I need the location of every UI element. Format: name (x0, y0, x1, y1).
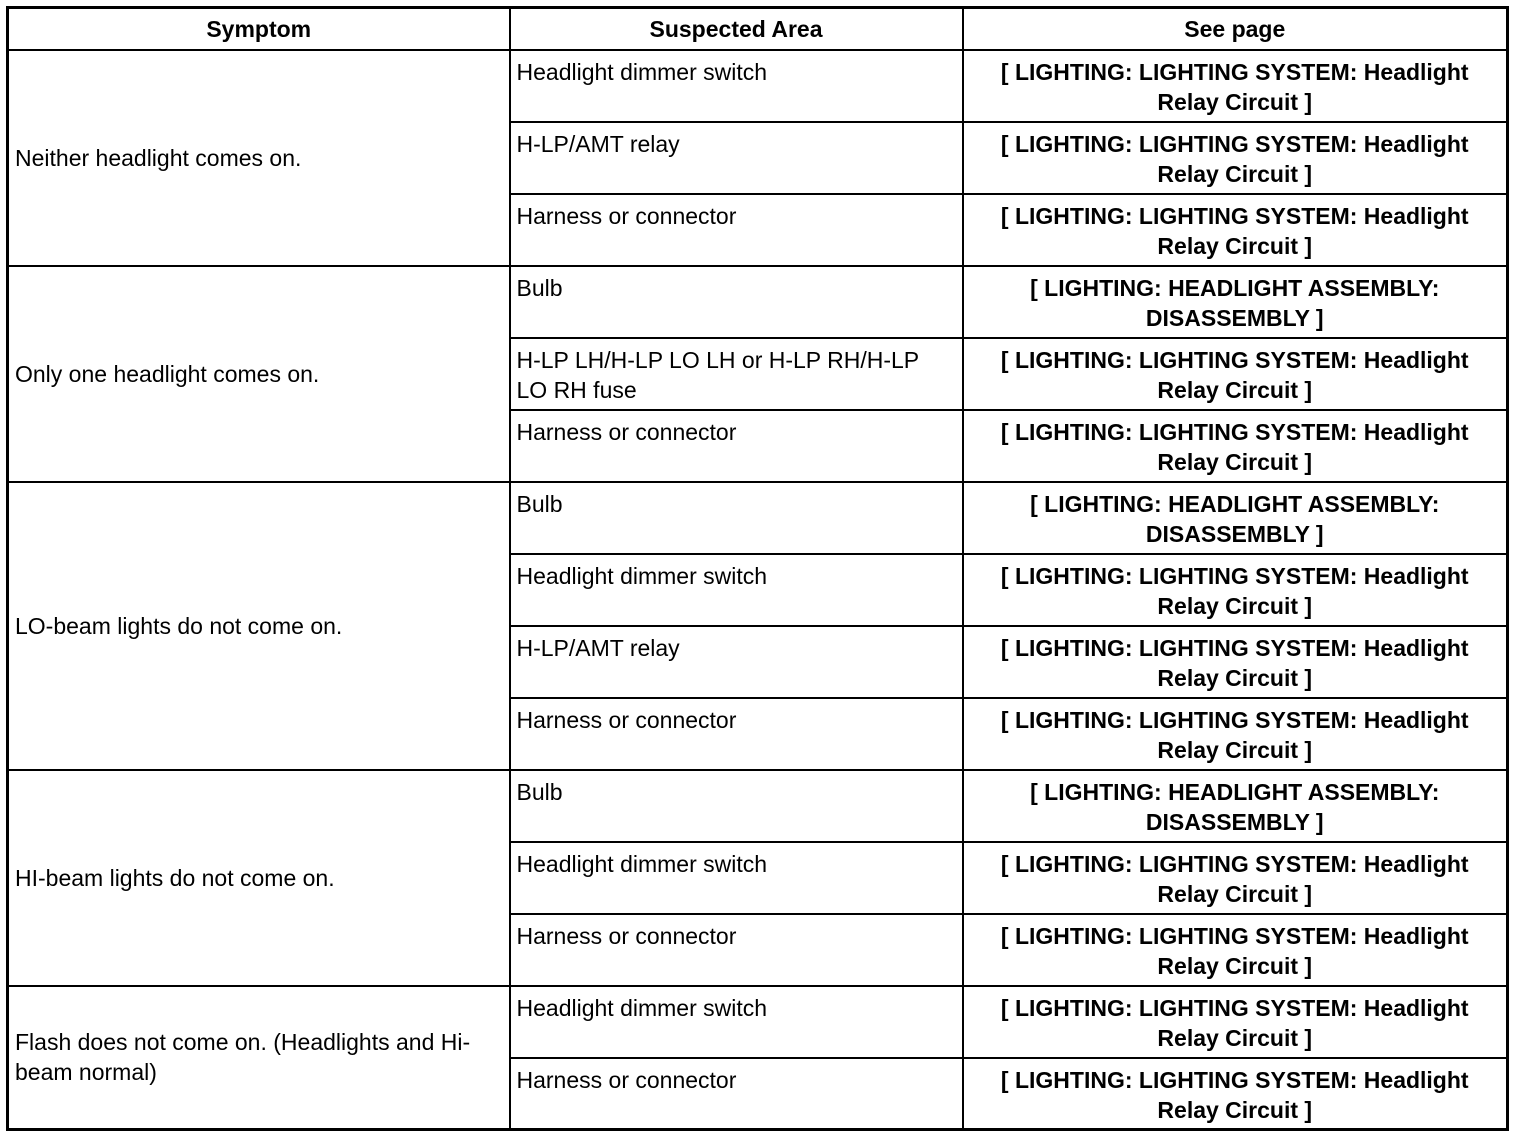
troubleshooting-sheet (6, 6, 1506, 1131)
symptom-cell: Flash does not come on. (Headlights and Hi-beam normal) (8, 986, 510, 1130)
see-page-reference[interactable]: [ LIGHTING: LIGHTING SYSTEM: Headlight Relay Circuit ] (963, 986, 1508, 1058)
table-body (8, 50, 1508, 1130)
suspected-area-cell: Headlight dimmer switch (510, 986, 963, 1058)
suspected-area-cell: Harness or connector (510, 1058, 963, 1130)
table-header (8, 8, 1508, 50)
see-page-reference[interactable]: [ LIGHTING: LIGHTING SYSTEM: Headlight Relay Circuit ] (963, 122, 1508, 194)
symptom-cell: HI-beam lights do not come on. (8, 770, 510, 986)
table-row (8, 482, 1508, 554)
diagnosis-table (6, 6, 1509, 1131)
see-page-reference[interactable]: [ LIGHTING: LIGHTING SYSTEM: Headlight Relay Circuit ] (963, 338, 1508, 410)
see-page-reference[interactable]: [ LIGHTING: LIGHTING SYSTEM: Headlight Relay Circuit ] (963, 554, 1508, 626)
see-page-reference[interactable]: [ LIGHTING: HEADLIGHT ASSEMBLY: DISASSEMBLY ] (963, 482, 1508, 554)
suspected-area-cell: H-LP/AMT relay (510, 122, 963, 194)
see-page-reference[interactable]: [ LIGHTING: LIGHTING SYSTEM: Headlight Relay Circuit ] (963, 50, 1508, 122)
see-page-reference[interactable]: [ LIGHTING: LIGHTING SYSTEM: Headlight Relay Circuit ] (963, 194, 1508, 266)
suspected-area-cell: Headlight dimmer switch (510, 554, 963, 626)
see-page-reference[interactable]: [ LIGHTING: LIGHTING SYSTEM: Headlight Relay Circuit ] (963, 1058, 1508, 1130)
symptom-cell: Neither headlight comes on. (8, 50, 510, 266)
suspected-area-cell: Harness or connector (510, 914, 963, 986)
suspected-area-cell: H-LP LH/H-LP LO LH or H-LP RH/H-LP LO RH fuse (510, 338, 963, 410)
suspected-area-cell: Harness or connector (510, 410, 963, 482)
table-row (8, 50, 1508, 122)
header-see-page: See page (963, 8, 1508, 50)
table-row (8, 986, 1508, 1058)
symptom-cell: LO-beam lights do not come on. (8, 482, 510, 770)
suspected-area-cell: Headlight dimmer switch (510, 842, 963, 914)
table-row (8, 266, 1508, 338)
see-page-reference[interactable]: [ LIGHTING: LIGHTING SYSTEM: Headlight Relay Circuit ] (963, 410, 1508, 482)
see-page-reference[interactable]: [ LIGHTING: LIGHTING SYSTEM: Headlight Relay Circuit ] (963, 914, 1508, 986)
see-page-reference[interactable]: [ LIGHTING: LIGHTING SYSTEM: Headlight Relay Circuit ] (963, 626, 1508, 698)
suspected-area-cell: Headlight dimmer switch (510, 50, 963, 122)
see-page-reference[interactable]: [ LIGHTING: HEADLIGHT ASSEMBLY: DISASSEMBLY ] (963, 770, 1508, 842)
suspected-area-cell: H-LP/AMT relay (510, 626, 963, 698)
suspected-area-cell: Bulb (510, 266, 963, 338)
header-symptom: Symptom (8, 8, 510, 50)
suspected-area-cell: Bulb (510, 770, 963, 842)
suspected-area-cell: Harness or connector (510, 698, 963, 770)
suspected-area-cell: Bulb (510, 482, 963, 554)
header-suspected-area: Suspected Area (510, 8, 963, 50)
table-row (8, 770, 1508, 842)
suspected-area-cell: Harness or connector (510, 194, 963, 266)
see-page-reference[interactable]: [ LIGHTING: LIGHTING SYSTEM: Headlight Relay Circuit ] (963, 698, 1508, 770)
see-page-reference[interactable]: [ LIGHTING: LIGHTING SYSTEM: Headlight Relay Circuit ] (963, 842, 1508, 914)
header-row (8, 8, 1508, 50)
see-page-reference[interactable]: [ LIGHTING: HEADLIGHT ASSEMBLY: DISASSEMBLY ] (963, 266, 1508, 338)
symptom-cell: Only one headlight comes on. (8, 266, 510, 482)
